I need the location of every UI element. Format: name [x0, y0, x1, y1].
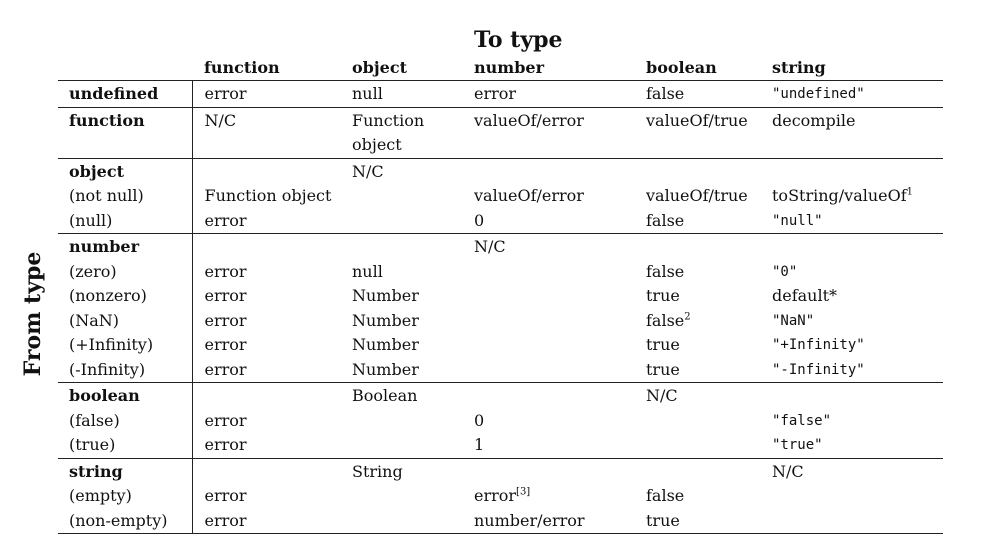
- cell-notnull-string: [760, 184, 943, 209]
- cell-empty: [634, 158, 760, 184]
- cell-pinf-boolean: true: [646, 335, 680, 354]
- row-label-number: number: [58, 234, 192, 260]
- cell-boolean-boolean: N/C: [646, 386, 678, 405]
- cell-undefined-function: error: [204, 84, 247, 103]
- cell-empty: [462, 383, 634, 409]
- cell-undefined-boolean: false: [646, 84, 685, 103]
- cell-zero-function: error: [204, 261, 247, 281]
- table-row: [58, 284, 943, 309]
- cell-notnull-function: Function object: [204, 186, 332, 205]
- row-label-undefined: undefined: [58, 81, 192, 108]
- cell-ninf-function: error: [204, 359, 247, 379]
- cell-pinf-object: Number: [352, 335, 419, 354]
- row-label-nan: (NaN): [58, 309, 192, 334]
- cell-empty: [462, 458, 634, 484]
- row-label-plus-infinity: (+Infinity): [58, 333, 192, 358]
- cell-ninf-boolean: true: [646, 359, 680, 379]
- table-row: [58, 107, 943, 158]
- table-row: [58, 409, 943, 434]
- to-type-axis-title: To type: [474, 27, 563, 53]
- cell-ninf-object: Number: [352, 359, 419, 379]
- group-boolean: [58, 383, 943, 459]
- cell-empty: [760, 158, 943, 184]
- cell-nan-boolean-text: false: [646, 310, 685, 330]
- cell-nonzero-object: Number: [352, 286, 419, 305]
- row-label-string: string: [58, 458, 192, 484]
- cell-boolean-object: Boolean: [352, 386, 418, 405]
- table-row: [58, 209, 943, 234]
- cell-zero-object: null: [352, 261, 383, 281]
- cell-empty: [462, 284, 634, 309]
- cell-empty: [462, 333, 634, 358]
- cell-zero-string: "0": [772, 263, 798, 280]
- footnote-marker-3: [3]: [516, 486, 531, 498]
- cell-nonempty-number: number/error: [474, 510, 585, 530]
- row-label-false: (false): [58, 409, 192, 434]
- table-row: [58, 309, 943, 334]
- cell-function-function: N/C: [204, 110, 237, 130]
- cell-empty: [760, 234, 943, 260]
- cell-function-boolean: valueOf/true: [646, 110, 748, 130]
- cell-empty: [760, 383, 943, 409]
- cell-null-number: 0: [474, 210, 485, 230]
- group-function: [58, 107, 943, 158]
- table-row: [58, 333, 943, 358]
- table-row: [58, 458, 943, 484]
- table-row: [58, 484, 943, 509]
- row-label-not-null: (not null): [58, 184, 192, 209]
- cell-empty-boolean: false: [646, 486, 685, 505]
- cell-empty: [192, 158, 340, 184]
- group-number: [58, 234, 943, 383]
- cell-nonzero-string: default*: [772, 286, 838, 305]
- cell-empty: [340, 433, 462, 458]
- table-row: [58, 260, 943, 285]
- cell-undefined-object: null: [352, 84, 383, 103]
- row-label-boolean: boolean: [58, 383, 192, 409]
- cell-empty: [192, 383, 340, 409]
- cell-empty: [760, 484, 943, 509]
- header-number: number: [474, 58, 544, 77]
- table-row: [58, 358, 943, 383]
- cell-empty: [340, 234, 462, 260]
- cell-true-number: 1: [474, 435, 485, 454]
- header-boolean: boolean: [646, 58, 717, 77]
- cell-notnull-number: valueOf/error: [474, 186, 584, 205]
- row-label-null: (null): [58, 209, 192, 234]
- group-undefined: [58, 81, 943, 108]
- cell-empty-function: error: [204, 486, 247, 505]
- row-label-function: function: [58, 107, 192, 158]
- cell-false-string: "false": [772, 412, 832, 429]
- cell-notnull-boolean: valueOf/true: [646, 186, 748, 205]
- cell-nan-function: error: [204, 310, 247, 330]
- cell-nan-string: "NaN": [772, 312, 815, 329]
- cell-nan-boolean: [634, 309, 760, 334]
- row-label-non-empty: (non-empty): [58, 509, 192, 534]
- cell-function-string: decompile: [772, 110, 856, 130]
- table-row: [58, 383, 943, 409]
- cell-empty: [634, 409, 760, 434]
- cell-empty: [634, 433, 760, 458]
- cell-undefined-string: "undefined": [772, 86, 865, 102]
- cell-empty: [192, 234, 340, 260]
- cell-nonempty-function: error: [204, 510, 247, 530]
- cell-number-number: N/C: [474, 237, 506, 256]
- header-corner: [58, 55, 192, 81]
- cell-pinf-string: "+Infinity": [772, 337, 865, 353]
- row-label-minus-infinity: (-Infinity): [58, 358, 192, 383]
- cell-empty: [462, 260, 634, 285]
- cell-nan-object: Number: [352, 310, 419, 330]
- row-label-true: (true): [58, 433, 192, 458]
- header-row: [58, 55, 943, 81]
- cell-true-function: error: [204, 435, 247, 454]
- cell-null-function: error: [204, 210, 247, 230]
- cell-null-string: "null": [772, 212, 823, 229]
- cell-pinf-function: error: [204, 335, 247, 354]
- cell-ninf-string: "-Infinity": [772, 361, 865, 378]
- row-label-nonzero: (nonzero): [58, 284, 192, 309]
- cell-null-boolean: false: [646, 210, 685, 230]
- cell-empty: [462, 358, 634, 383]
- cell-empty: [340, 409, 462, 434]
- cell-false-number: 0: [474, 410, 485, 430]
- footnote-marker-2: 2: [684, 311, 691, 323]
- cell-empty: [340, 184, 462, 209]
- table-row: [58, 234, 943, 260]
- table-row: [58, 158, 943, 184]
- cell-empty: [192, 458, 340, 484]
- cell-empty-number: [462, 484, 634, 509]
- cell-false-function: error: [204, 410, 247, 430]
- table-row: [58, 509, 943, 534]
- cell-empty: [634, 458, 760, 484]
- cell-nonzero-function: error: [204, 286, 247, 305]
- cell-empty: [760, 509, 943, 534]
- table-row: [58, 433, 943, 458]
- cell-empty: [462, 309, 634, 334]
- cell-empty: [462, 158, 634, 184]
- cell-string-string: N/C: [772, 461, 804, 481]
- cell-empty: [340, 509, 462, 534]
- cell-empty-number-text: error: [474, 486, 517, 505]
- header-function: function: [204, 58, 280, 77]
- cell-empty: [634, 234, 760, 260]
- cell-nonzero-boolean: true: [646, 286, 680, 305]
- table-row: [58, 81, 943, 108]
- header-object: object: [352, 58, 407, 77]
- header-string: string: [772, 58, 826, 77]
- cell-nonempty-boolean: true: [646, 510, 680, 530]
- cell-empty: [340, 209, 462, 234]
- from-type-axis-title: From type: [20, 251, 46, 377]
- group-object: [58, 158, 943, 234]
- cell-object-object: N/C: [352, 161, 384, 181]
- cell-true-string: "true": [772, 437, 823, 453]
- row-label-zero: (zero): [58, 260, 192, 285]
- footnote-marker-1: 1: [906, 186, 914, 198]
- cell-empty: [340, 484, 462, 509]
- table-row: [58, 184, 943, 209]
- cell-notnull-string-text: toString/valueOf: [772, 186, 907, 205]
- row-label-object: object: [58, 158, 192, 184]
- cell-function-object: Function object: [352, 110, 425, 154]
- group-string: [58, 458, 943, 534]
- cell-zero-boolean: false: [646, 261, 685, 281]
- cell-function-number: valueOf/error: [474, 110, 584, 130]
- cell-string-object: String: [352, 461, 403, 481]
- type-conversion-table: [58, 55, 943, 534]
- row-label-empty: (empty): [58, 484, 192, 509]
- cell-undefined-number: error: [474, 84, 517, 103]
